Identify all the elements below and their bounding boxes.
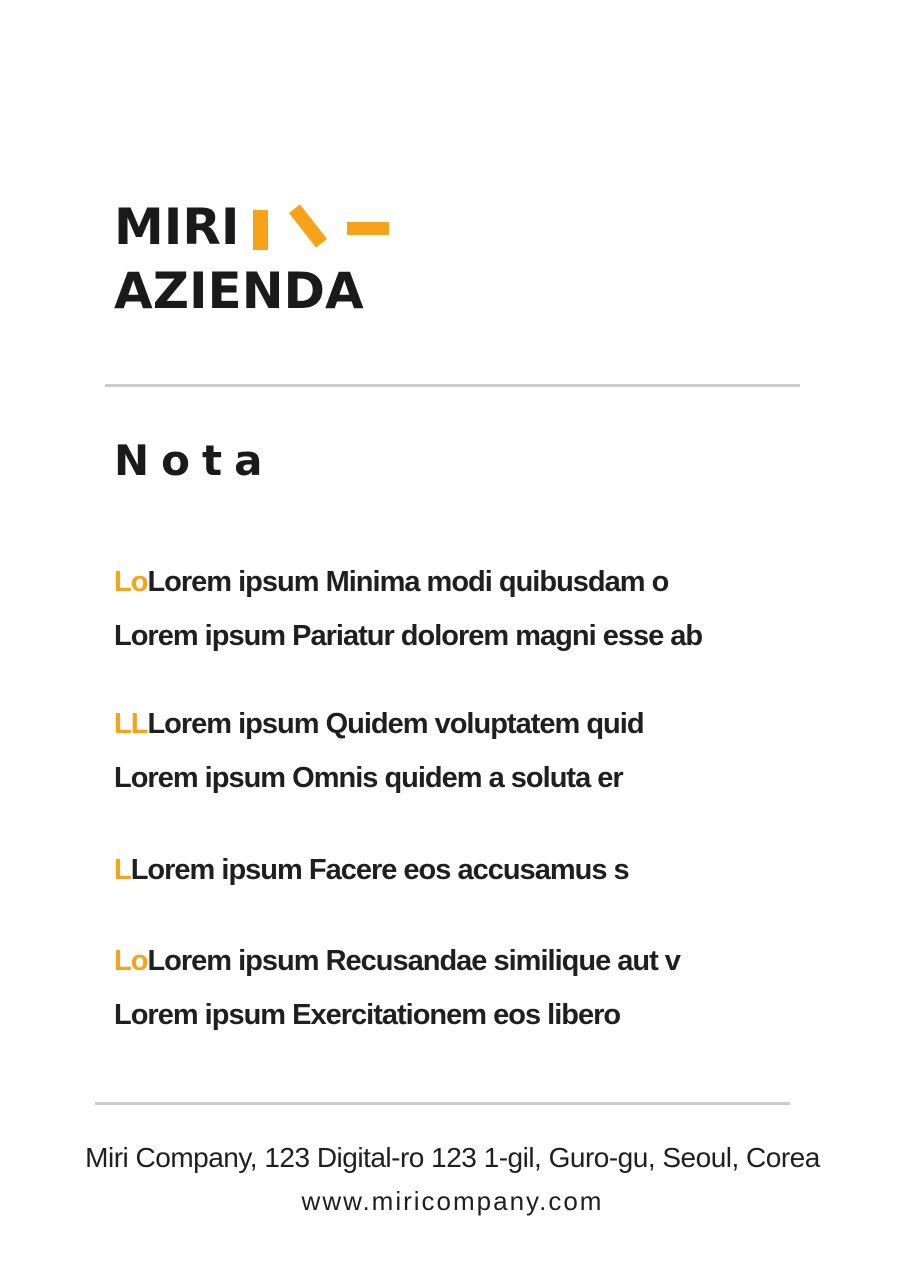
note-item <box>114 843 814 897</box>
note-prefix: Lo <box>114 945 148 977</box>
note-line: Lorem ipsum Omnis quidem a soluta er <box>114 762 623 794</box>
note-prefix: LL <box>114 708 148 740</box>
note-text: Lorem ipsum Quidem voluptatem quid <box>147 708 644 740</box>
footer-website-link[interactable]: www.miricompany.com <box>301 1186 604 1216</box>
section-title: Nota <box>114 436 275 485</box>
note-item <box>114 934 814 1042</box>
note-line <box>114 843 814 897</box>
note-line <box>114 934 814 988</box>
bottom-divider <box>95 1102 790 1105</box>
top-divider <box>105 384 800 387</box>
note-text: Lorem ipsum Facere eos accusamus s <box>130 854 629 886</box>
logo-text-line2: AZIENDA <box>114 262 364 320</box>
note-line: Lorem ipsum Exercitationem eos libero <box>114 999 621 1031</box>
logo-mark-dash <box>347 222 389 235</box>
note-line <box>114 555 814 609</box>
note-item <box>114 555 814 663</box>
note-item <box>114 697 814 805</box>
footer-address: Miri Company, 123 Digital-ro 123 1-gil, Guro-gu, Seoul, Corea <box>85 1142 820 1173</box>
note-text: Lorem ipsum Minima modi quibusdam o <box>147 566 669 598</box>
logo-mark-bar <box>253 210 268 250</box>
note-text: Lorem ipsum Recusandae similique aut v <box>147 945 680 977</box>
logo-mark-icon <box>253 202 393 252</box>
company-logo <box>114 196 393 322</box>
note-line <box>114 697 814 751</box>
note-line: Lorem ipsum Pariatur dolorem magni esse ab <box>114 620 703 652</box>
note-prefix: Lo <box>114 566 148 598</box>
logo-text-line1: MIRI <box>114 198 240 256</box>
logo-mark-slash <box>289 204 327 247</box>
note-prefix: L <box>114 854 131 886</box>
